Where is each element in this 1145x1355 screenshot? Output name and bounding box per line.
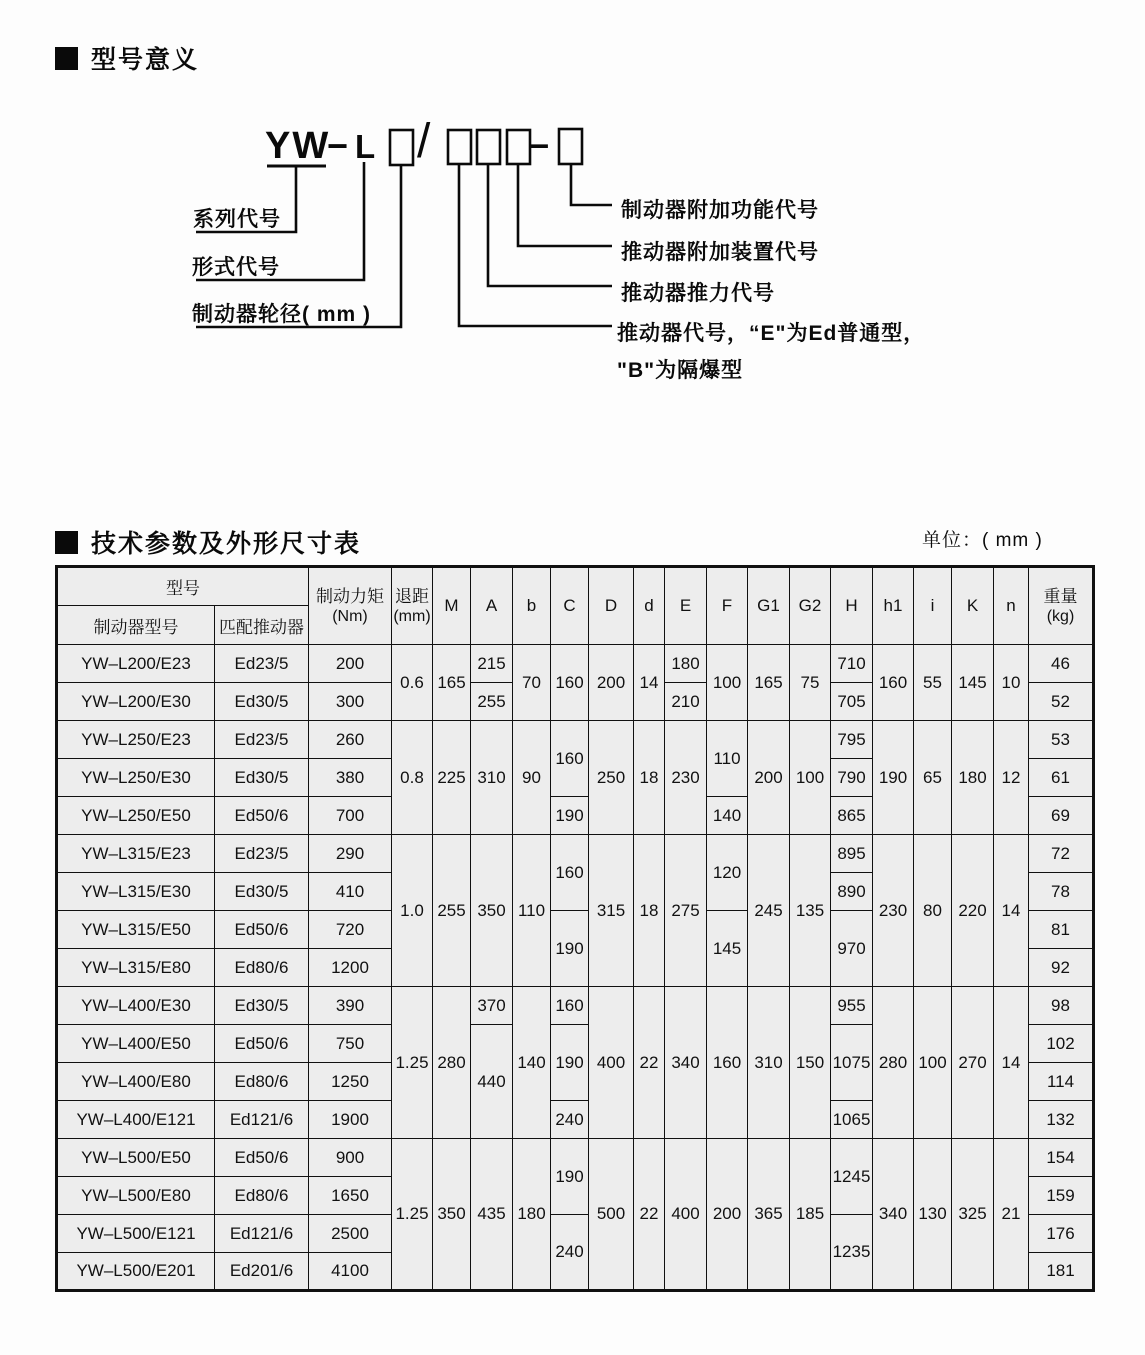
spec-cell: 720 (309, 911, 392, 949)
spec-cell: Ed23/5 (215, 835, 309, 873)
spec-cell: 370 (471, 987, 513, 1025)
header-brake-model: 制动器型号 (57, 606, 215, 645)
spec-cell: 225 (433, 721, 471, 835)
spec-cell: 795 (831, 721, 873, 759)
spec-cell: 310 (471, 721, 513, 835)
spec-cell: 18 (634, 835, 665, 987)
header-col-n (994, 567, 1029, 645)
spec-cell: 200 (707, 1139, 748, 1291)
header-col-unit: (kg) (1046, 607, 1075, 625)
code-slash: / (417, 115, 431, 168)
spec-cell: 0.8 (392, 721, 433, 835)
spec-cell: YW–L500/E80 (57, 1177, 215, 1215)
label-brake-extra-function: 制动器附加功能代号 (621, 199, 819, 222)
spec-cell: 150 (790, 987, 831, 1139)
spec-cell: 160 (551, 835, 589, 911)
spec-cell: 865 (831, 797, 873, 835)
spec-cell: Ed30/5 (215, 759, 309, 797)
spec-cell: 230 (665, 721, 707, 835)
spec-cell: YW–L400/E80 (57, 1063, 215, 1101)
spec-cell: 700 (309, 797, 392, 835)
spec-cell: YW–L250/E50 (57, 797, 215, 835)
spec-cell: 92 (1029, 949, 1094, 987)
header-col-A (471, 567, 513, 645)
spec-cell: 190 (551, 797, 589, 835)
label-wheel-diameter: 制动器轮径( mm ) (192, 303, 371, 326)
header-col-label: b (526, 596, 537, 615)
spec-cell: 61 (1029, 759, 1094, 797)
header-col-G2 (790, 567, 831, 645)
spec-cell: 75 (790, 645, 831, 721)
spec-cell: 255 (433, 835, 471, 987)
spec-cell: Ed30/5 (215, 873, 309, 911)
header-col-unit: (mm) (393, 607, 431, 625)
code-form-text: L (355, 128, 376, 165)
spec-cell: 260 (309, 721, 392, 759)
spec-cell: YW–L400/E30 (57, 987, 215, 1025)
diagram-connector-lines (0, 0, 1145, 430)
spec-cell: 120 (707, 835, 748, 911)
header-col-重量 (1029, 567, 1094, 645)
spec-cell: 710 (831, 645, 873, 683)
label-form-code: 形式代号 (192, 256, 280, 279)
spec-cell: 1650 (309, 1177, 392, 1215)
header-col-label: H (845, 596, 858, 615)
spec-cell: 90 (513, 721, 551, 835)
spec-cell: 145 (707, 911, 748, 987)
spec-cell: 1245 (831, 1139, 873, 1215)
spec-cell: 215 (471, 645, 513, 683)
header-col-b (513, 567, 551, 645)
spec-cell: 230 (873, 835, 914, 987)
spec-cell: 435 (471, 1139, 513, 1291)
header-col-label: 制动力矩 (316, 586, 384, 606)
spec-cell: 390 (309, 987, 392, 1025)
spec-cell: Ed121/6 (215, 1215, 309, 1253)
spec-cell: 1075 (831, 1025, 873, 1101)
header-col-label: E (679, 596, 692, 615)
spec-cell: YW–L315/E80 (57, 949, 215, 987)
section-title-spec-table (55, 524, 361, 560)
spec-cell: 132 (1029, 1101, 1094, 1139)
spec-cell: 250 (589, 721, 634, 835)
spec-cell: 135 (790, 835, 831, 987)
spec-cell: YW–L500/E121 (57, 1215, 215, 1253)
spec-cell: 110 (513, 835, 551, 987)
code-dash: − (327, 125, 349, 166)
section-marker-icon (55, 531, 78, 554)
section-title-text: 技术参数及外形尺寸表 (91, 530, 362, 558)
table-row (57, 645, 1094, 683)
spec-cell: 14 (634, 645, 665, 721)
spec-cell: Ed50/6 (215, 1139, 309, 1177)
spec-cell: 176 (1029, 1215, 1094, 1253)
spec-cell: 245 (748, 835, 790, 987)
header-col-K (952, 567, 994, 645)
spec-cell: YW–L315/E50 (57, 911, 215, 949)
spec-cell: 325 (952, 1139, 994, 1291)
header-col-H (831, 567, 873, 645)
spec-cell: 154 (1029, 1139, 1094, 1177)
spec-cell: Ed50/6 (215, 797, 309, 835)
spec-cell: YW–L200/E30 (57, 683, 215, 721)
spec-cell: 160 (551, 721, 589, 797)
spec-cell: Ed30/5 (215, 683, 309, 721)
spec-cell: 440 (471, 1025, 513, 1139)
spec-cell: 750 (309, 1025, 392, 1063)
header-col-G1 (748, 567, 790, 645)
spec-table (55, 565, 1095, 1292)
spec-cell: 4100 (309, 1253, 392, 1291)
spec-cell: 190 (873, 721, 914, 835)
spec-cell: 1250 (309, 1063, 392, 1101)
spec-cell: 410 (309, 873, 392, 911)
header-col-label: 重量 (1043, 586, 1078, 606)
spec-cell: 1065 (831, 1101, 873, 1139)
label-thruster-code-line1: 推动器代号，“E"为Ed普通型， (617, 322, 926, 345)
spec-cell: 180 (513, 1139, 551, 1291)
code-dash-2: – (529, 123, 550, 164)
header-thruster: 匹配推动器 (215, 606, 309, 645)
spec-cell: Ed201/6 (215, 1253, 309, 1291)
spec-cell: 185 (790, 1139, 831, 1291)
unit-note: 单位：( mm ) (922, 530, 1043, 551)
spec-cell: 22 (634, 1139, 665, 1291)
spec-cell: 190 (551, 1139, 589, 1215)
spec-cell: 14 (994, 987, 1029, 1139)
spec-cell: 1900 (309, 1101, 392, 1139)
spec-cell: 69 (1029, 797, 1094, 835)
header-col-label: G1 (757, 596, 780, 615)
spec-cell: 160 (707, 987, 748, 1139)
spec-cell: 0.6 (392, 645, 433, 721)
header-col-label: F (721, 596, 733, 615)
spec-cell: 290 (309, 835, 392, 873)
spec-cell: 53 (1029, 721, 1094, 759)
header-col-label: d (644, 596, 654, 615)
spec-cell: 65 (914, 721, 952, 835)
spec-cell: Ed80/6 (215, 1177, 309, 1215)
spec-cell: Ed50/6 (215, 911, 309, 949)
spec-cell: 190 (551, 1025, 589, 1101)
spec-cell: 240 (551, 1215, 589, 1291)
header-col-unit: (Nm) (332, 607, 368, 625)
spec-cell: YW–L250/E23 (57, 721, 215, 759)
spec-cell: YW–L315/E30 (57, 873, 215, 911)
spec-cell: 200 (309, 645, 392, 683)
header-col-E (665, 567, 707, 645)
spec-cell: 21 (994, 1139, 1029, 1291)
spec-cell: Ed30/5 (215, 987, 309, 1025)
spec-cell: 165 (748, 645, 790, 721)
spec-cell: 220 (952, 835, 994, 987)
spec-cell: 110 (707, 721, 748, 797)
spec-cell: 1.0 (392, 835, 433, 987)
spec-cell: 350 (433, 1139, 471, 1291)
spec-cell: 180 (952, 721, 994, 835)
spec-cell: 315 (589, 835, 634, 987)
spec-cell: 200 (589, 645, 634, 721)
spec-cell: YW–L250/E30 (57, 759, 215, 797)
header-col-label: K (966, 596, 979, 615)
spec-cell: 18 (634, 721, 665, 835)
label-thruster-code-line2: "B"为隔爆型 (617, 359, 744, 382)
header-col-退距 (392, 567, 433, 645)
label-series-code: 系列代号 (193, 208, 281, 231)
spec-cell: 400 (665, 1139, 707, 1291)
spec-cell: 280 (433, 987, 471, 1139)
spec-cell: 180 (665, 645, 707, 683)
header-col-h1 (873, 567, 914, 645)
spec-cell: 1235 (831, 1215, 873, 1291)
spec-cell: 52 (1029, 683, 1094, 721)
spec-cell: Ed50/6 (215, 1025, 309, 1063)
spec-cell: 280 (873, 987, 914, 1139)
spec-cell: YW–L400/E50 (57, 1025, 215, 1063)
header-col-label: i (930, 596, 935, 615)
spec-cell: 200 (748, 721, 790, 835)
spec-cell: 240 (551, 1101, 589, 1139)
spec-cell: 46 (1029, 645, 1094, 683)
spec-cell: 70 (513, 645, 551, 721)
spec-cell: 705 (831, 683, 873, 721)
spec-cell: 160 (873, 645, 914, 721)
spec-cell: 900 (309, 1139, 392, 1177)
spec-cell: 102 (1029, 1025, 1094, 1063)
spec-cell: 165 (433, 645, 471, 721)
spec-cell: 2500 (309, 1215, 392, 1253)
header-col-label: h1 (883, 596, 903, 615)
spec-cell: 350 (471, 835, 513, 987)
header-col-d (634, 567, 665, 645)
spec-cell: 10 (994, 645, 1029, 721)
spec-cell: 400 (589, 987, 634, 1139)
spec-cell: 1200 (309, 949, 392, 987)
spec-cell: 300 (309, 683, 392, 721)
spec-cell: 275 (665, 835, 707, 987)
header-col-label: M (444, 596, 459, 615)
spec-cell: 81 (1029, 911, 1094, 949)
spec-cell: 72 (1029, 835, 1094, 873)
spec-cell: Ed80/6 (215, 949, 309, 987)
spec-cell: YW–L500/E201 (57, 1253, 215, 1291)
spec-cell: 140 (707, 797, 748, 835)
header-col-C (551, 567, 589, 645)
label-thruster-extra-device: 推动器附加装置代号 (621, 241, 819, 264)
spec-cell: Ed80/6 (215, 1063, 309, 1101)
spec-cell: 130 (914, 1139, 952, 1291)
header-col-label: 退距 (395, 586, 429, 606)
spec-cell: 970 (831, 911, 873, 987)
spec-cell: 55 (914, 645, 952, 721)
spec-cell: 14 (994, 835, 1029, 987)
spec-cell: 145 (952, 645, 994, 721)
spec-cell: Ed23/5 (215, 645, 309, 683)
table-row (57, 721, 1094, 759)
spec-cell: 114 (1029, 1063, 1094, 1101)
spec-cell: 181 (1029, 1253, 1094, 1291)
spec-cell: 140 (513, 987, 551, 1139)
spec-cell: 270 (952, 987, 994, 1139)
spec-cell: 98 (1029, 987, 1094, 1025)
spec-cell: Ed121/6 (215, 1101, 309, 1139)
header-row-top (57, 567, 1094, 606)
spec-cell: 380 (309, 759, 392, 797)
spec-cell: 210 (665, 683, 707, 721)
spec-cell: YW–L500/E50 (57, 1139, 215, 1177)
spec-cell: YW–L315/E23 (57, 835, 215, 873)
header-col-F (707, 567, 748, 645)
spec-cell: 895 (831, 835, 873, 873)
header-col-label: D (604, 596, 618, 615)
spec-cell: 78 (1029, 873, 1094, 911)
header-col-i (914, 567, 952, 645)
spec-cell: 159 (1029, 1177, 1094, 1215)
header-col-label: n (1006, 596, 1016, 615)
table-row (57, 835, 1094, 873)
header-col-label: A (485, 596, 498, 615)
header-col-label: C (563, 596, 576, 615)
spec-cell: 22 (634, 987, 665, 1139)
spec-cell: 1.25 (392, 1139, 433, 1291)
spec-cell: 160 (551, 645, 589, 721)
spec-cell: Ed23/5 (215, 721, 309, 759)
code-series-text: YW (265, 125, 331, 167)
spec-cell: 310 (748, 987, 790, 1139)
spec-cell: 100 (707, 645, 748, 721)
spec-cell: 190 (551, 911, 589, 987)
header-col-制动力矩 (309, 567, 392, 645)
header-model-group: 型号 (57, 567, 309, 606)
spec-cell: 160 (551, 987, 589, 1025)
spec-cell: 790 (831, 759, 873, 797)
spec-cell: 80 (914, 835, 952, 987)
model-code-diagram (0, 0, 1145, 430)
spec-cell: 340 (873, 1139, 914, 1291)
spec-cell: 100 (790, 721, 831, 835)
spec-cell: 1.25 (392, 987, 433, 1139)
section-title-text: 型号意义 (91, 46, 200, 74)
header-col-label: G2 (798, 596, 822, 615)
spec-cell: YW–L200/E23 (57, 645, 215, 683)
header-col-M (433, 567, 471, 645)
spec-cell: 955 (831, 987, 873, 1025)
spec-cell: 890 (831, 873, 873, 911)
header-col-D (589, 567, 634, 645)
label-thruster-thrust: 推动器推力代号 (621, 282, 775, 305)
spec-cell: 12 (994, 721, 1029, 835)
spec-cell: 100 (914, 987, 952, 1139)
spec-cell: 255 (471, 683, 513, 721)
spec-cell: 500 (589, 1139, 634, 1291)
table-row (57, 1139, 1094, 1177)
spec-cell: 365 (748, 1139, 790, 1291)
spec-cell: YW–L400/E121 (57, 1101, 215, 1139)
table-row (57, 987, 1094, 1025)
spec-cell: 340 (665, 987, 707, 1139)
